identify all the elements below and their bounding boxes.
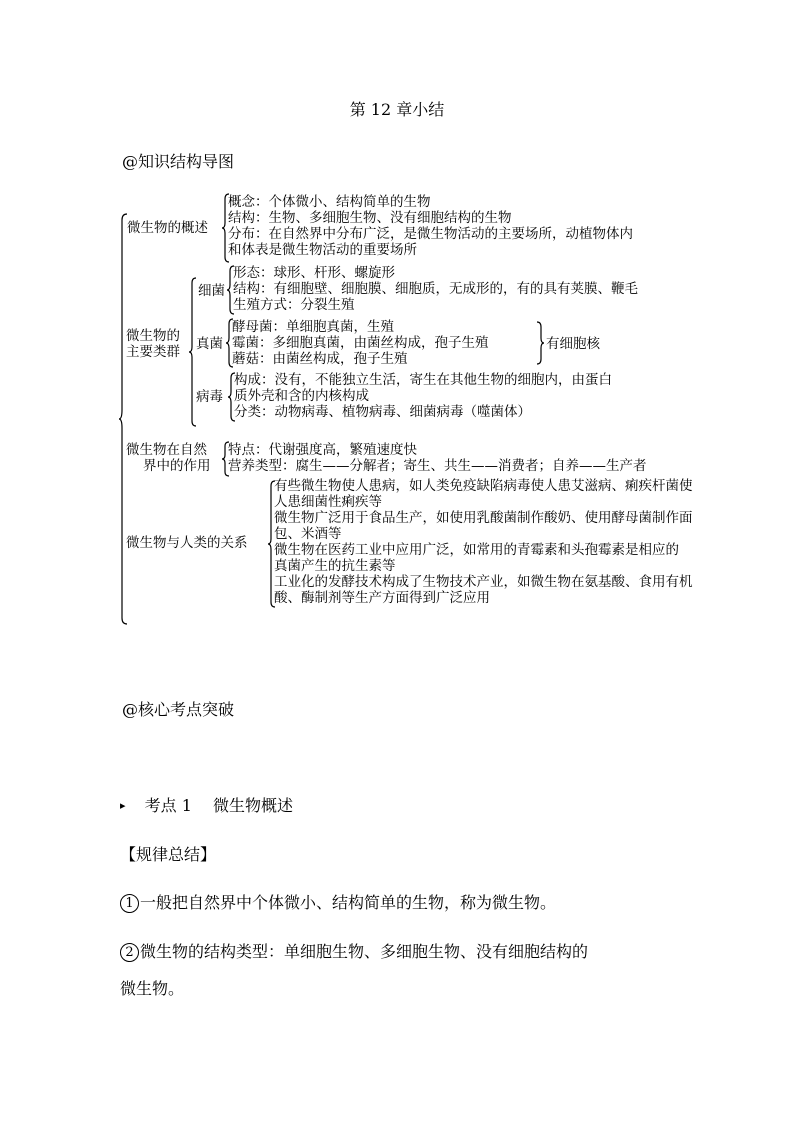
- point-2: [120, 939, 588, 962]
- nature-label-line2: 界中的作用: [143, 458, 211, 474]
- humans-line-7: 工业化的发酵技术构成了生物技术产业，如微生物在氨基酸、食用有机: [274, 574, 693, 590]
- humans-line-4: 包、米酒等: [274, 526, 342, 542]
- rule-summary-heading: 【规律总结】: [120, 845, 217, 864]
- fungi-side-note: 有细胞核: [546, 336, 600, 352]
- fungi-line-mushroom: 蘑菇：由菌丝构成，孢子生殖: [232, 351, 408, 367]
- brace-fungi-right: [537, 322, 545, 364]
- virus-line-composition: 构成：没有，不能独立生活，寄生在其他生物的细胞内，由蛋白: [234, 372, 612, 388]
- humans-label: 微生物与人类的关系: [126, 535, 248, 551]
- bacteria-line-shape: 形态：球形、杆形、螺旋形: [233, 265, 395, 281]
- triangle-marker-icon: ▸: [120, 799, 126, 812]
- fungi-label: 真菌: [196, 336, 223, 352]
- point-2-text: 微生物的结构类型：单细胞生物、多细胞生物、没有细胞结构的: [140, 942, 589, 961]
- humans-line-6: 真菌产生的抗生素等: [274, 558, 396, 574]
- humans-line-2: 人患细菌性痢疾等: [274, 494, 382, 510]
- humans-line-3: 微生物广泛用于食品生产，如使用乳酸菌制作酸奶、使用酵母菌制作面: [274, 510, 693, 526]
- circled-number-1: 1: [120, 894, 139, 913]
- brace-outer: [119, 214, 129, 624]
- page-title: 第 12 章小结: [349, 100, 445, 119]
- bacteria-line-reproduction: 生殖方式：分裂生殖: [233, 297, 355, 313]
- fungi-line-mold: 霉菌：多细胞真菌，由菌丝构成，孢子生殖: [232, 335, 489, 351]
- virus-line-composition-cont: 质外壳和含的内核构成: [234, 388, 369, 404]
- overview-line-concept: 概念：个体微小、结构简单的生物: [228, 194, 431, 210]
- groups-label-line2: 主要类群: [126, 344, 180, 360]
- kaodian-label: 考点 1: [144, 796, 192, 815]
- nature-line-features: 特点：代谢强度高，繁殖速度快: [228, 442, 417, 458]
- virus-label: 病毒: [196, 389, 223, 405]
- bacteria-line-structure: 结构：有细胞壁、细胞膜、细胞质，无成形的，有的具有荚膜、鞭毛: [233, 281, 638, 297]
- point-1-text: 一般把自然界中个体微小、结构简单的生物，称为微生物。: [140, 893, 557, 912]
- virus-line-classification: 分类：动物病毒、植物病毒、细菌病毒（噬菌体）: [234, 404, 531, 420]
- fungi-line-yeast: 酵母菌：单细胞真菌，生殖: [232, 319, 394, 335]
- bacteria-label: 细菌: [198, 283, 225, 299]
- overview-line-distribution: 分布：在自然界中分布广泛，是微生物活动的主要场所，动植物体内: [228, 226, 633, 242]
- humans-line-5: 微生物在医药工业中应用广泛，如常用的青霉素和头孢霉素是相应的: [274, 542, 679, 558]
- nature-line-nutrition: 营养类型：腐生——分解者；寄生、共生——消费者；自养——生产者: [228, 458, 647, 474]
- nature-label-line1: 微生物在自然: [126, 442, 207, 458]
- circled-number-2: 2: [120, 943, 139, 962]
- point-1: [120, 890, 556, 913]
- humans-line-1: 有些微生物使人患病，如人类免疫缺陷病毒使人患艾滋病、痢疾杆菌使: [274, 478, 693, 494]
- section-heading-core-points: @核心考点突破: [122, 700, 235, 719]
- overview-line-distribution-cont: 和体表是微生物活动的重要场所: [228, 242, 417, 258]
- section-heading-knowledge-map: @知识结构导图: [122, 152, 235, 171]
- kaodian-heading: [120, 793, 293, 816]
- overview-line-structure: 结构：生物、多细胞生物、没有细胞结构的生物: [228, 210, 512, 226]
- point-2-continuation: 微生物。: [120, 979, 185, 998]
- humans-line-8: 酸、酶制剂等生产方面得到广泛应用: [274, 590, 490, 606]
- groups-label-line1: 微生物的: [126, 328, 180, 344]
- kaodian-title: 微生物概述: [213, 796, 294, 815]
- overview-label: 微生物的概述: [127, 220, 208, 236]
